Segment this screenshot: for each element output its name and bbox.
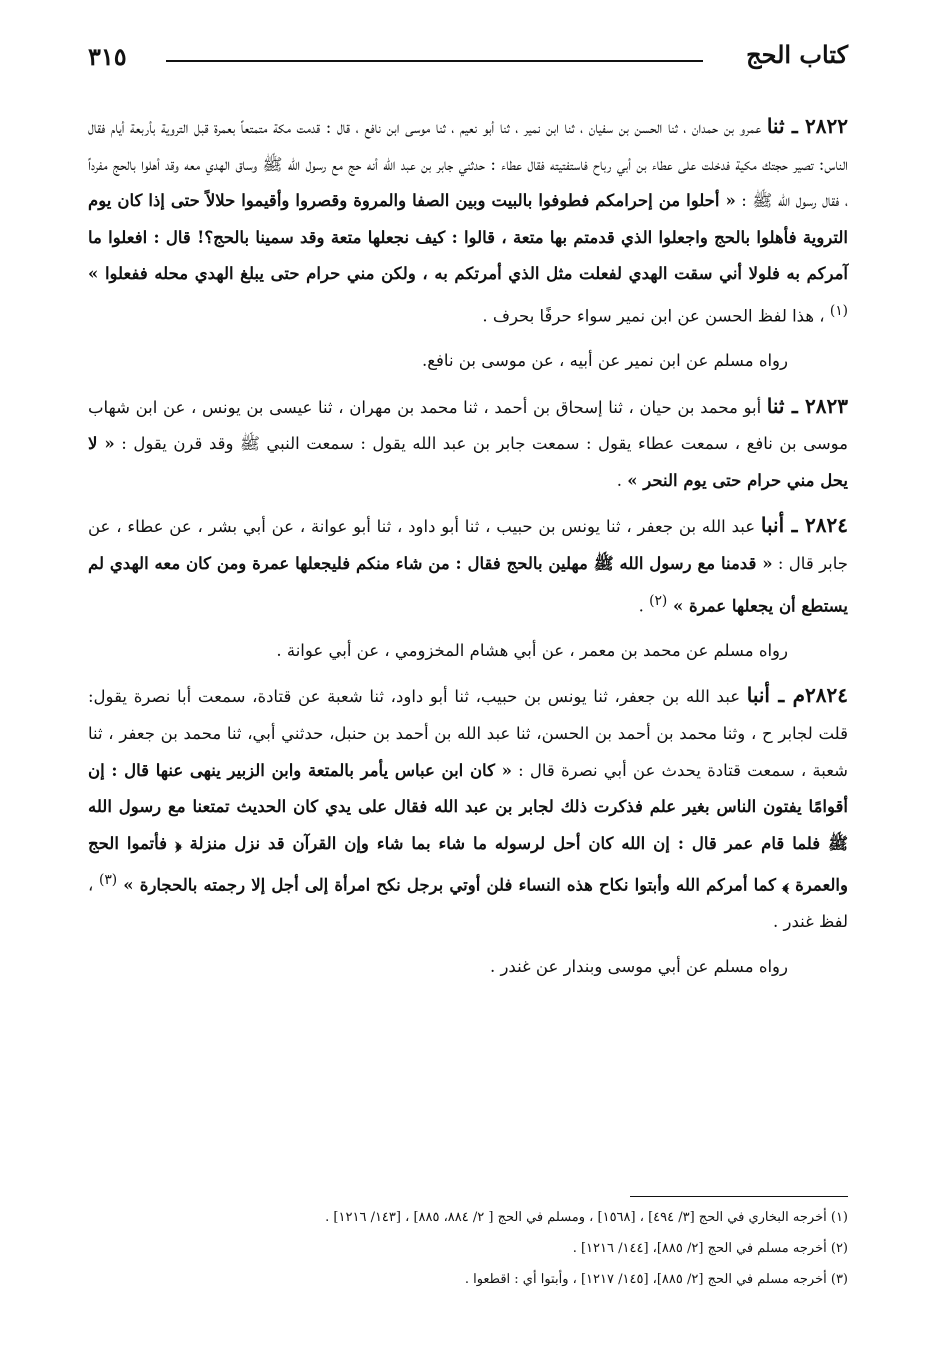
- footnote-3: (٣) أخرجه مسلم في الحج [٢/ ٨٨٥]، [١٤٥/ ١٢١٧] ، وأبتوا أي : اقطعوا .: [464, 1272, 848, 1287]
- riwaya-2824m: رواه مسلم عن أبي موسى وبندار عن غندر .: [489, 956, 788, 976]
- hadith-tail: ، لفظ غندر .: [88, 875, 848, 932]
- footnotes: [88, 1202, 848, 1295]
- footnote-1: (١) أخرجه البخاري في الحج [٣/ ٤٩٤] ، [١٥٦٨] ، ومسلم في الحج [ ٢/ ٨٨٤، ٨٨٥] ، [١٤٣/ ١٢١٦] .: [325, 1210, 848, 1225]
- hadith-number: ٢٨٢٢ ـ ثنا: [766, 114, 848, 138]
- hadith-tail: .: [638, 596, 650, 616]
- hadith-2823: [88, 388, 848, 500]
- footnote-ref: (٣): [99, 872, 118, 889]
- riwaya-2824: رواه مسلم عن محمد بن معمر ، عن أبي هشام المخزومي ، عن أبي عوانة .: [276, 640, 788, 660]
- footnote-separator: [630, 1196, 848, 1197]
- hadith-2824m: [88, 677, 848, 941]
- book-title: كتاب الحج: [746, 40, 848, 69]
- hadith-tail: ، هذا لفظ الحسن عن ابن نمير سواء حرفًا بحرف .: [482, 306, 830, 326]
- page-body: [88, 108, 848, 986]
- hadith-number: ٢٨٢٤م ـ أنبا: [746, 683, 848, 708]
- hadith-isnad: عبد الله بن جعفر ، ثنا يونس بن حبيب ، ثنا أبو داود ، ثنا أبو عوانة ، عن أبي بشر ، عن عطاء ، عن جابر قال :: [88, 517, 848, 574]
- hadith-matn: « أحلوا من إحرامكم فطوفوا بالبيت وبين الصفا والمروة وقصروا وأقيموا حلالاً حتى إذا كان يوم التروية فأهلوا بالحج واجعلوا الذي قدمتم بها متعة ، قالوا : كيف نجعلها متعة وقد سمينا بالحج؟! قال : افعلوا ما آمركم به فلولا أني سقت الهدي لفعلت مثل الذي أمرتكم به ، ولكن مني حرام حتى يبلغ الهدي محله ففعلوا »: [88, 191, 848, 284]
- hadith-isnad: عمرو بن حمدان ، ثنا الحسن بن سفيان ، ثنا ابن نمير ، ثنا أبو نعيم ، ثنا موسى ابن نافع ، قال : قدمت مكة متمتعاً بعمرة قبل التروية بأربعة أيام فقال الناس: تصير حجتك مكية فدخلت على عطاء بن أبي رباح فاستفتيته فقال عطاء : حدثني جابر بن عبد الله أنه حج مع رسول الله ﷺ وساق الهدي معه وقد أهلوا بالحج مفرداً ، فقال رسول الله ﷺ :: [88, 118, 849, 211]
- hadith-2822: [88, 108, 848, 335]
- page-number: ٣١٥: [88, 42, 127, 71]
- page-header: [88, 40, 848, 80]
- hadith-isnad: أبو محمد بن حيان ، ثنا إسحاق بن أحمد ، ثنا محمد بن مهران ، ثنا عيسى بن يونس ، عن ابن شهاب موسى بن نافع ، سمعت عطاء يقول : سمعت جابر بن عبد الله يقول : سمعت النبي ﷺ وقد قرن يقول :: [88, 397, 849, 454]
- header-rule: [166, 60, 703, 62]
- hadith-number: ٢٨٢٣ ـ ثنا: [766, 393, 848, 418]
- hadith-matn: « كان ابن عباس يأمر بالمتعة وابن الزبير ينهى عنها قال : إن أقوامًا يفتون الناس بغير علم فذكرت ذلك لجابر بن عبد الله فقال على يدي كان الحديث تمتعنا مع رسول الله ﷺ فلما قام عمر قال : إن الله كان أحل لرسوله ما شاء بما شاء وإن القرآن قد نزل منزلة ﴿ فأتموا الحج والعمرة ﴾ كما أمركم الله وأبتوا نكاح هذه النساء فلن أوتي برجل نكح امرأة إلى أجل إلا رجمته بالحجارة »: [88, 760, 848, 895]
- hadith-number: ٢٨٢٤ ـ أنبا: [760, 513, 849, 538]
- footnote-ref: (٢): [649, 592, 668, 609]
- hadith-2824: [88, 507, 848, 624]
- hadith-tail: .: [616, 470, 628, 490]
- hadith-isnad: عبد الله بن جعفر، ثنا يونس بن حبيب، ثنا أبو داود، ثنا شعبة عن قتادة، سمعت أبا نصرة يقول: قلت لجابر ح ، وثنا محمد بن أحمد بن الحسن، ثنا عبد الله بن أحمد بن حنبل، حدثني أبي، ثنا محمد بن جعفر ، ثنا شعبة ، سمعت قتادة يحدث عن أبي نصرة قال :: [88, 687, 848, 780]
- hadith-matn: « لا يحل مني حرام حتى يوم النحر »: [88, 434, 848, 490]
- footnote-ref: (١): [829, 302, 848, 319]
- hadith-matn: « قدمنا مع رسول الله ﷺ مهلين بالحج فقال : من شاء منكم فليجعلها عمرة ومن كان معه الهدي لم يستطع أن يجعلها عمرة »: [88, 554, 848, 616]
- riwaya-2822: رواه مسلم عن ابن نمير عن أبيه ، عن موسى بن نافع.: [422, 351, 788, 371]
- footnote-2: (٢) أخرجه مسلم في الحج [٢/ ٨٨٥]، [١٤٤/ ١٢١٦] .: [572, 1241, 848, 1256]
